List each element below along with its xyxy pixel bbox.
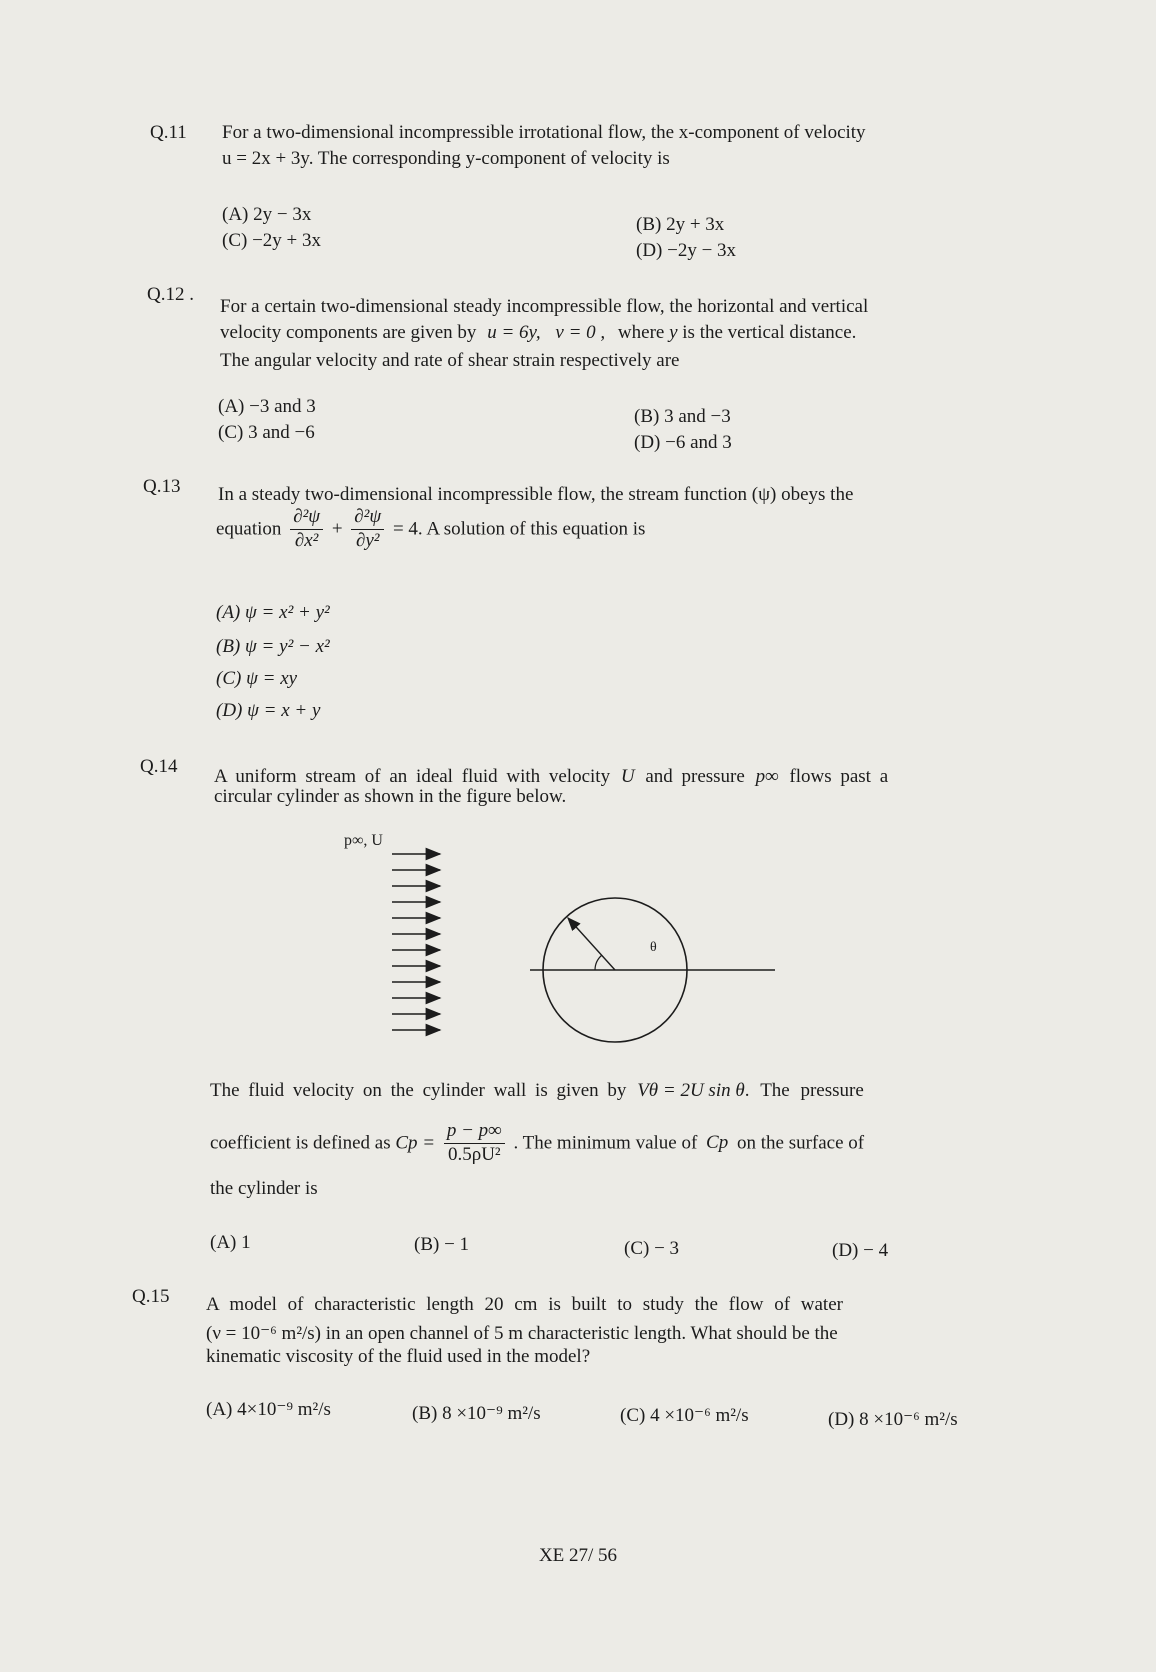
fraction-numerator: ∂²ψ: [351, 506, 384, 530]
option-c: (C) −2y + 3x: [222, 230, 322, 251]
option-a: (A) 1: [210, 1232, 251, 1253]
math-velocity: Vθ = 2U sin θ: [637, 1080, 745, 1101]
text-span: . The pressure: [744, 1080, 864, 1101]
math-u: u = 6y,: [487, 322, 541, 343]
question-number: Q.13: [143, 476, 181, 497]
math-y: y: [669, 322, 678, 343]
fraction-numerator: p − p∞: [444, 1120, 505, 1144]
text-span: The fluid velocity on the cylinder wall is given by: [210, 1080, 627, 1101]
text-span: . The minimum value of: [513, 1132, 698, 1154]
cylinder-diagram: [330, 830, 790, 1050]
option-d: (D) 8 ×10⁻⁶ m²/s: [828, 1409, 958, 1430]
option-c: (C) 3 and −6: [218, 422, 315, 443]
math-p-inf: p∞: [755, 766, 779, 787]
text-span: velocity components are given by: [220, 322, 477, 343]
question-text: The angular velocity and rate of shear strain respectively are: [220, 350, 680, 371]
option-b: (B) − 1: [414, 1234, 470, 1255]
question-text: circular cylinder as shown in the figure below.: [214, 786, 567, 807]
equation: [216, 506, 645, 553]
option-d: (D) −2y − 3x: [636, 240, 737, 261]
question-text: For a certain two-dimensional steady incompressible flow, the horizontal and vertical: [220, 296, 869, 317]
option-b: (B) ψ = y² − x²: [216, 636, 330, 657]
question-text: [214, 766, 888, 788]
question-number: Q.15: [132, 1286, 170, 1307]
question-number: Q.14: [140, 756, 178, 777]
text-span: A uniform stream of an ideal fluid with velocity: [214, 766, 611, 787]
fraction-denominator: 0.5ρU²: [447, 1143, 501, 1165]
question-number: Q.11: [150, 122, 187, 143]
math-U: U: [620, 766, 635, 787]
option-d: (D) ψ = x + y: [216, 700, 321, 721]
fraction-numerator: ∂²ψ: [290, 506, 323, 530]
equation-label: equation: [216, 518, 282, 540]
question-text: [220, 322, 856, 344]
plus-sign: +: [331, 518, 343, 540]
theta-arc: [595, 955, 602, 970]
text-span: on the surface of: [736, 1132, 865, 1154]
fraction-denominator: ∂x²: [294, 529, 319, 551]
option-c: (C) ψ = xy: [216, 668, 298, 689]
text-span: where: [617, 322, 665, 343]
figure-label-theta: θ: [650, 940, 657, 955]
option-d: (D) − 4: [832, 1240, 889, 1261]
question-text: kinematic viscosity of the fluid used in the model?: [206, 1346, 591, 1367]
question-number: Q.12 .: [147, 284, 194, 305]
fraction: [444, 1120, 505, 1167]
question-text: In a steady two-dimensional incompressible flow, the stream function (ψ) obeys the: [218, 484, 854, 505]
question-number-text: Q.12: [147, 284, 185, 305]
option-b: (B) 8 ×10⁻⁹ m²/s: [412, 1403, 541, 1424]
fraction-denominator: ∂y²: [355, 529, 380, 551]
text-span: is the vertical distance.: [682, 322, 857, 343]
option-d: (D) −6 and 3: [634, 432, 732, 453]
math-cp: Cp: [706, 1132, 729, 1154]
option-b: (B) 2y + 3x: [636, 214, 725, 235]
text-span: and pressure: [645, 766, 745, 787]
option-a: (A) 4×10⁻⁹ m²/s: [206, 1399, 331, 1420]
option-a: (A) −3 and 3: [218, 396, 316, 417]
option-c: (C) − 3: [624, 1238, 680, 1259]
fraction: [290, 506, 323, 553]
option-b: (B) 3 and −3: [634, 406, 731, 427]
cylinder-figure: [330, 830, 790, 1050]
figure-label-p-inf-u: p∞, U: [344, 832, 383, 849]
fraction: [351, 506, 384, 553]
question-text: A model of characteristic length 20 cm is built to study the flow of water: [206, 1294, 843, 1315]
flow-arrows: [392, 854, 440, 1030]
page-footer: XE 27/ 56: [538, 1545, 618, 1566]
text-span: flows past a: [789, 766, 889, 787]
question-text: For a two-dimensional incompressible irrotational flow, the x-component of velocity: [222, 122, 866, 143]
option-a: (A) ψ = x² + y²: [216, 602, 330, 623]
text-span: coefficient is defined as: [210, 1132, 391, 1154]
option-c: (C) 4 ×10⁻⁶ m²/s: [620, 1405, 749, 1426]
radius-arrow: [568, 918, 615, 970]
question-text: the cylinder is: [210, 1178, 318, 1199]
question-text: [210, 1080, 864, 1102]
question-text: (ν = 10⁻⁶ m²/s) in an open channel of 5 m characteristic length. What should be the: [206, 1323, 838, 1344]
question-text: u = 2x + 3y. The corresponding y-component of velocity is: [222, 148, 670, 169]
math-v: v = 0 ,: [555, 322, 606, 343]
math-cp: Cp =: [395, 1132, 436, 1154]
question-text: [210, 1120, 864, 1167]
option-a: (A) 2y − 3x: [222, 204, 312, 225]
equation-rest: = 4. A solution of this equation is: [392, 518, 646, 540]
